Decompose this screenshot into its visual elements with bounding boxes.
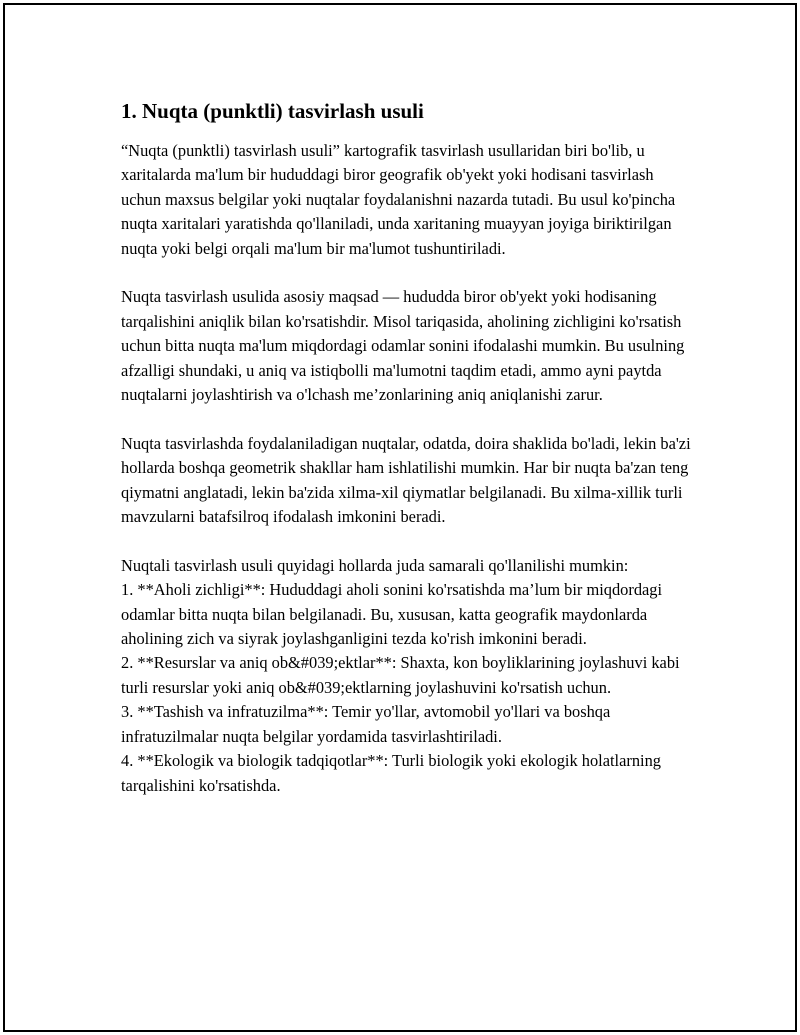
list-item: 4. **Ekologik va biologik tadqiqotlar**: Turli biologik yoki ekologik holatlarning tarqalishini ko'rsatishda. — [121, 751, 661, 795]
usage-list — [121, 554, 691, 798]
list-item: 3. **Tashish va infratuzilma**: Temir yo'llar, avtomobil yo'llari va boshqa infratuzilmalar nuqta belgilar yordamida tasvirlashtiriladi. — [121, 702, 611, 746]
list-item: 2. **Resurslar va aniq ob&#039;ektlar**: Shaxta, kon boyliklarining joylashuvi kabi turli resurslar yoki aniq ob&#039;ektlarning joylashuvini ko'rsatish uchun. — [121, 653, 680, 697]
list-intro: Nuqtali tasvirlash usuli quyidagi hollarda juda samarali qo'llanilishi mumkin: — [121, 555, 629, 575]
paragraph-shapes: Nuqta tasvirlashda foydalaniladigan nuqtalar, odatda, doira shaklida bo'ladi, lekin ba'zi hollarda boshqa geometrik shakllar ham ishlatilishi mumkin. Har bir nuqta ba'zan teng qiymatni anglatadi, lekin ba'zida xilma-xil qiymatlar belgilanadi. Bu xilma-xillik turli mavzularni batafsilroq ifodalash imkonini beradi. — [121, 433, 691, 527]
document-content — [121, 97, 691, 798]
paragraph-intro: “Nuqta (punktli) tasvirlash usuli” kartografik tasvirlash usullaridan biri bo'lib, u xaritalarda ma'lum bir hududdagi biror geografik ob'yekt yoki hodisani tasvirlash uchun maxsus belgilar yoki nuqtalar foydalanishni nazarda tutadi. Bu usul ko'pincha nuqta xaritalari yaratishda qo'llaniladi, unda xaritaning muayyan joyiga biriktirilgan nuqta yoki belgi orqali ma'lum bir ma'lumot tushuntiriladi. — [121, 141, 676, 258]
section-title: 1. Nuqta (punktli) tasvirlash usuli — [121, 99, 424, 123]
list-item: 1. **Aholi zichligi**: Hududdagi aholi sonini ko'rsatishda ma’lum bir miqdordagi odamlar bitta nuqta bilan belgilanadi. Bu, xususan, katta geografik maydonlarda aholining zich va siyrak joylashganligini tezda ko'rish imkonini beradi. — [121, 580, 663, 649]
paragraph-purpose: Nuqta tasvirlash usulida asosiy maqsad — hududda biror ob'yekt yoki hodisaning tarqalishini aniqlik bilan ko'rsatishdir. Misol tariqasida, aholining zichligini ko'rsatish uchun bitta nuqta ma'lum miqdordagi odamlar sonini ifodalashi mumkin. Bu usulning afzalligi shundaki, u aniq va istiqbolli ma'lumotni taqdim etadi, ammo ayni paytda nuqtalarni joylashtirish va o'lchash me’zonlarining aniq aniqlanishi zarur. — [121, 287, 685, 405]
document-page — [3, 3, 797, 1032]
